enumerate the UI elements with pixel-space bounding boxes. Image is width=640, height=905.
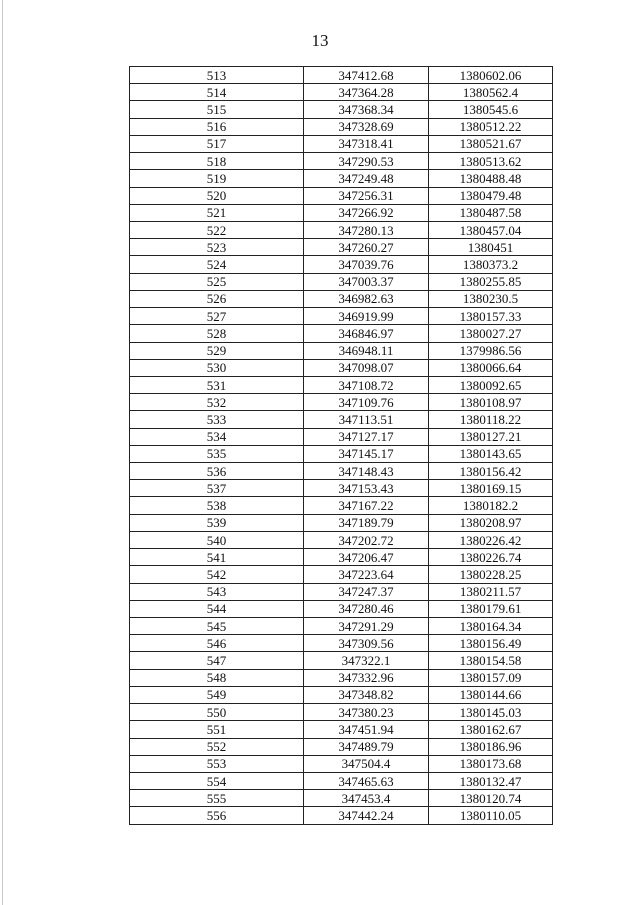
point-number-cell: 550 — [130, 704, 304, 721]
x-coordinate-cell: 347039.76 — [304, 256, 429, 273]
x-coordinate-cell: 347167.22 — [304, 497, 429, 514]
y-coordinate-cell: 1380092.65 — [429, 376, 553, 393]
y-coordinate-cell: 1380027.27 — [429, 325, 553, 342]
x-coordinate-cell: 347247.37 — [304, 583, 429, 600]
y-coordinate-cell: 1380066.64 — [429, 359, 553, 376]
point-number-cell: 536 — [130, 463, 304, 480]
y-coordinate-cell: 1380179.61 — [429, 600, 553, 617]
y-coordinate-cell: 1380488.48 — [429, 170, 553, 187]
point-number-cell: 519 — [130, 170, 304, 187]
y-coordinate-cell: 1380228.25 — [429, 566, 553, 583]
point-number-cell: 514 — [130, 84, 304, 101]
y-coordinate-cell: 1380226.42 — [429, 531, 553, 548]
table-row — [130, 480, 553, 497]
x-coordinate-cell: 346948.11 — [304, 342, 429, 359]
table-row — [130, 463, 553, 480]
point-number-cell: 520 — [130, 187, 304, 204]
point-number-cell: 554 — [130, 772, 304, 789]
x-coordinate-cell: 346982.63 — [304, 290, 429, 307]
y-coordinate-cell: 1380255.85 — [429, 273, 553, 290]
table-row — [130, 118, 553, 135]
table-row — [130, 308, 553, 325]
x-coordinate-cell: 347364.28 — [304, 84, 429, 101]
y-coordinate-cell: 1379986.56 — [429, 342, 553, 359]
point-number-cell: 533 — [130, 411, 304, 428]
point-number-cell: 531 — [130, 376, 304, 393]
x-coordinate-cell: 347249.48 — [304, 170, 429, 187]
y-coordinate-cell: 1380110.05 — [429, 807, 553, 824]
point-number-cell: 516 — [130, 118, 304, 135]
point-number-cell: 532 — [130, 394, 304, 411]
point-number-cell: 524 — [130, 256, 304, 273]
x-coordinate-cell: 347348.82 — [304, 686, 429, 703]
point-number-cell: 539 — [130, 514, 304, 531]
point-number-cell: 534 — [130, 428, 304, 445]
x-coordinate-cell: 347489.79 — [304, 738, 429, 755]
table-row — [130, 187, 553, 204]
y-coordinate-cell: 1380545.6 — [429, 101, 553, 118]
table-row — [130, 772, 553, 789]
point-number-cell: 529 — [130, 342, 304, 359]
y-coordinate-cell: 1380602.06 — [429, 67, 553, 84]
table-row — [130, 635, 553, 652]
y-coordinate-cell: 1380143.65 — [429, 445, 553, 462]
table-row — [130, 497, 553, 514]
point-number-cell: 542 — [130, 566, 304, 583]
y-coordinate-cell: 1380144.66 — [429, 686, 553, 703]
y-coordinate-cell: 1380186.96 — [429, 738, 553, 755]
y-coordinate-cell: 1380169.15 — [429, 480, 553, 497]
coordinates-table-body — [130, 67, 553, 825]
y-coordinate-cell: 1380118.22 — [429, 411, 553, 428]
y-coordinate-cell: 1380120.74 — [429, 790, 553, 807]
point-number-cell: 549 — [130, 686, 304, 703]
x-coordinate-cell: 347318.41 — [304, 135, 429, 152]
point-number-cell: 517 — [130, 135, 304, 152]
point-number-cell: 528 — [130, 325, 304, 342]
y-coordinate-cell: 1380127.21 — [429, 428, 553, 445]
y-coordinate-cell: 1380226.74 — [429, 549, 553, 566]
table-row — [130, 738, 553, 755]
y-coordinate-cell: 1380562.4 — [429, 84, 553, 101]
point-number-cell: 521 — [130, 204, 304, 221]
table-row — [130, 256, 553, 273]
table-row — [130, 221, 553, 238]
x-coordinate-cell: 347108.72 — [304, 376, 429, 393]
x-coordinate-cell: 347206.47 — [304, 549, 429, 566]
point-number-cell: 544 — [130, 600, 304, 617]
x-coordinate-cell: 347380.23 — [304, 704, 429, 721]
point-number-cell: 548 — [130, 669, 304, 686]
y-coordinate-cell: 1380457.04 — [429, 221, 553, 238]
point-number-cell: 525 — [130, 273, 304, 290]
x-coordinate-cell: 347148.43 — [304, 463, 429, 480]
point-number-cell: 543 — [130, 583, 304, 600]
x-coordinate-cell: 346919.99 — [304, 308, 429, 325]
x-coordinate-cell: 347280.46 — [304, 600, 429, 617]
table-row — [130, 704, 553, 721]
table-row — [130, 153, 553, 170]
x-coordinate-cell: 347290.53 — [304, 153, 429, 170]
x-coordinate-cell: 347291.29 — [304, 618, 429, 635]
y-coordinate-cell: 1380157.09 — [429, 669, 553, 686]
table-row — [130, 618, 553, 635]
x-coordinate-cell: 347266.92 — [304, 204, 429, 221]
x-coordinate-cell: 347453.4 — [304, 790, 429, 807]
y-coordinate-cell: 1380512.22 — [429, 118, 553, 135]
table-row — [130, 342, 553, 359]
x-coordinate-cell: 347412.68 — [304, 67, 429, 84]
table-row — [130, 170, 553, 187]
x-coordinate-cell: 347260.27 — [304, 239, 429, 256]
point-number-cell: 526 — [130, 290, 304, 307]
point-number-cell: 538 — [130, 497, 304, 514]
y-coordinate-cell: 1380156.49 — [429, 635, 553, 652]
point-number-cell: 545 — [130, 618, 304, 635]
point-number-cell: 522 — [130, 221, 304, 238]
point-number-cell: 547 — [130, 652, 304, 669]
point-number-cell: 513 — [130, 67, 304, 84]
point-number-cell: 541 — [130, 549, 304, 566]
x-coordinate-cell: 347223.64 — [304, 566, 429, 583]
table-row — [130, 239, 553, 256]
table-row — [130, 290, 553, 307]
y-coordinate-cell: 1380162.67 — [429, 721, 553, 738]
table-row — [130, 428, 553, 445]
table-row — [130, 549, 553, 566]
point-number-cell: 537 — [130, 480, 304, 497]
y-coordinate-cell: 1380156.42 — [429, 463, 553, 480]
x-coordinate-cell: 347098.07 — [304, 359, 429, 376]
table-row — [130, 394, 553, 411]
page-number: 13 — [311, 31, 329, 50]
y-coordinate-cell: 1380513.62 — [429, 153, 553, 170]
y-coordinate-cell: 1380154.58 — [429, 652, 553, 669]
table-row — [130, 273, 553, 290]
point-number-cell: 540 — [130, 531, 304, 548]
y-coordinate-cell: 1380173.68 — [429, 755, 553, 772]
x-coordinate-cell: 347328.69 — [304, 118, 429, 135]
point-number-cell: 523 — [130, 239, 304, 256]
y-coordinate-cell: 1380487.58 — [429, 204, 553, 221]
table-row — [130, 411, 553, 428]
table-row — [130, 652, 553, 669]
point-number-cell: 552 — [130, 738, 304, 755]
table-row — [130, 204, 553, 221]
table-row — [130, 325, 553, 342]
x-coordinate-cell: 347465.63 — [304, 772, 429, 789]
table-row — [130, 807, 553, 824]
x-coordinate-cell: 347003.37 — [304, 273, 429, 290]
x-coordinate-cell: 347280.13 — [304, 221, 429, 238]
x-coordinate-cell: 347127.17 — [304, 428, 429, 445]
table-row — [130, 686, 553, 703]
table-row — [130, 376, 553, 393]
page-edge-line — [2, 0, 3, 905]
point-number-cell: 556 — [130, 807, 304, 824]
y-coordinate-cell: 1380451 — [429, 239, 553, 256]
y-coordinate-cell: 1380157.33 — [429, 308, 553, 325]
x-coordinate-cell: 347113.51 — [304, 411, 429, 428]
coordinates-table — [129, 66, 553, 825]
x-coordinate-cell: 347451.94 — [304, 721, 429, 738]
table-row — [130, 84, 553, 101]
table-row — [130, 67, 553, 84]
x-coordinate-cell: 347153.43 — [304, 480, 429, 497]
x-coordinate-cell: 346846.97 — [304, 325, 429, 342]
point-number-cell: 530 — [130, 359, 304, 376]
point-number-cell: 527 — [130, 308, 304, 325]
point-number-cell: 551 — [130, 721, 304, 738]
x-coordinate-cell: 347109.76 — [304, 394, 429, 411]
x-coordinate-cell: 347442.24 — [304, 807, 429, 824]
point-number-cell: 555 — [130, 790, 304, 807]
point-number-cell: 515 — [130, 101, 304, 118]
table-row — [130, 790, 553, 807]
point-number-cell: 553 — [130, 755, 304, 772]
y-coordinate-cell: 1380208.97 — [429, 514, 553, 531]
table-row — [130, 514, 553, 531]
point-number-cell: 546 — [130, 635, 304, 652]
x-coordinate-cell: 347504.4 — [304, 755, 429, 772]
point-number-cell: 535 — [130, 445, 304, 462]
y-coordinate-cell: 1380230.5 — [429, 290, 553, 307]
x-coordinate-cell: 347189.79 — [304, 514, 429, 531]
y-coordinate-cell: 1380132.47 — [429, 772, 553, 789]
point-number-cell: 518 — [130, 153, 304, 170]
x-coordinate-cell: 347256.31 — [304, 187, 429, 204]
x-coordinate-cell: 347322.1 — [304, 652, 429, 669]
table-row — [130, 101, 553, 118]
y-coordinate-cell: 1380373.2 — [429, 256, 553, 273]
y-coordinate-cell: 1380182.2 — [429, 497, 553, 514]
table-row — [130, 445, 553, 462]
table-row — [130, 721, 553, 738]
table-row — [130, 135, 553, 152]
y-coordinate-cell: 1380164.34 — [429, 618, 553, 635]
x-coordinate-cell: 347368.34 — [304, 101, 429, 118]
table-row — [130, 600, 553, 617]
y-coordinate-cell: 1380145.03 — [429, 704, 553, 721]
y-coordinate-cell: 1380211.57 — [429, 583, 553, 600]
x-coordinate-cell: 347202.72 — [304, 531, 429, 548]
table-row — [130, 669, 553, 686]
table-row — [130, 359, 553, 376]
y-coordinate-cell: 1380479.48 — [429, 187, 553, 204]
y-coordinate-cell: 1380521.67 — [429, 135, 553, 152]
table-row — [130, 583, 553, 600]
y-coordinate-cell: 1380108.97 — [429, 394, 553, 411]
x-coordinate-cell: 347145.17 — [304, 445, 429, 462]
x-coordinate-cell: 347332.96 — [304, 669, 429, 686]
table-row — [130, 531, 553, 548]
table-row — [130, 566, 553, 583]
x-coordinate-cell: 347309.56 — [304, 635, 429, 652]
table-row — [130, 755, 553, 772]
